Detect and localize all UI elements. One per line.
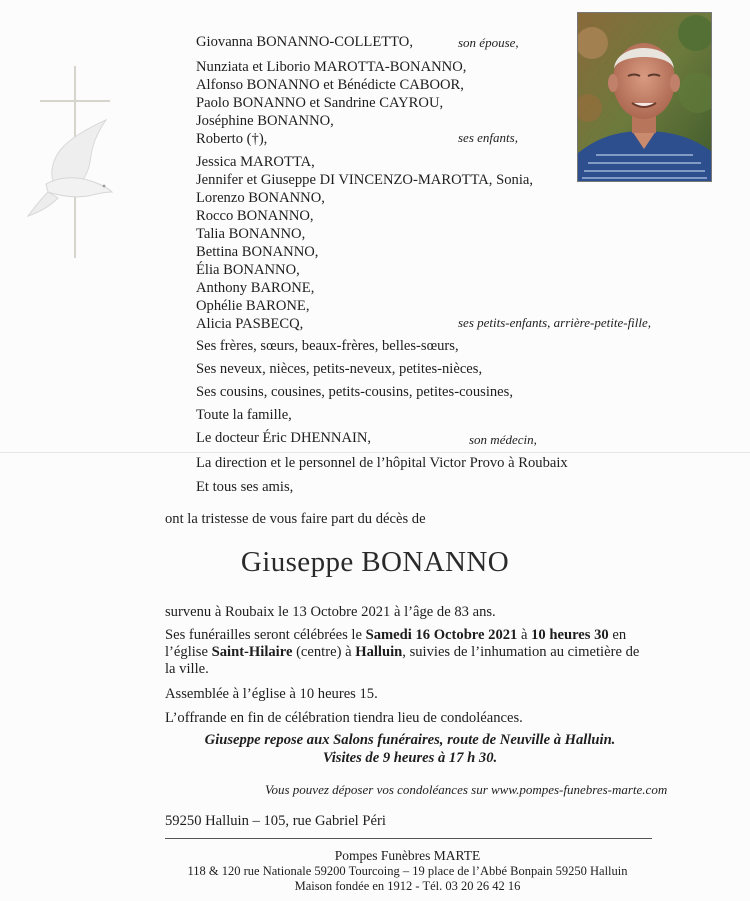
spouse-role: son épouse, [458,35,519,50]
funeral-town: Halluin [355,644,403,660]
child-line: Joséphine BONANNO, [196,113,334,129]
offering-line: L’offrande en fin de célébration tiendra lieu de condoléances. [165,710,523,726]
dove-icon [26,118,116,223]
funeral-paragraph [165,627,661,678]
grandchild-line: Jennifer et Giuseppe DI VINCENZO-MAROTTA, Sonia, [196,172,533,188]
children-list [196,58,466,148]
grandchild-line: Ophélie BARONE, [196,298,310,314]
child-line: Alfonso BONANNO et Bénédicte CABOOR, [196,77,464,93]
grandchildren-list [196,153,533,333]
local-address: 59250 Halluin – 105, rue Gabriel Péri [165,813,386,829]
funeral-church: Saint-Hilaire [211,644,293,660]
cross-horizontal [40,100,110,102]
fold-line [0,452,750,453]
child-line: Roberto (†), [196,131,268,147]
grandchild-line: Anthony BARONE, [196,280,315,296]
footer-founded: Maison fondée en 1912 - Tél. 03 20 26 42 16 [294,879,521,893]
friends-line: Et tous ses amis, [196,479,294,495]
funeral-time: 10 heures 30 [531,627,609,643]
portrait-photo [577,12,712,182]
funeral-text: à [517,627,532,643]
footer-divider [165,838,652,839]
footer-addresses: 118 & 120 rue Nationale 59200 Tourcoing – 19 place de l’Abbé Bonpain 59250 Halluin [187,864,628,878]
child-line: Nunziata et Liborio MAROTTA-BONANNO, [196,59,467,75]
funeral-text: , suivies de l’inhumation au cimetière de [402,644,640,660]
assembly-line: Assemblée à l’église à 10 heures 15. [165,686,378,702]
deceased-name: Giuseppe BONANNO [240,546,510,578]
announcement: ont la tristesse de vous faire part du décès de [165,511,426,527]
rest-line-1: Giuseppe repose aux Salons funéraires, route de Neuville à Halluin. [204,732,616,748]
grandchild-line: Alicia PASBECQ, [196,316,304,332]
funeral-text: en [608,627,627,643]
grandchild-line: Élia BONANNO, [196,262,300,278]
grandchildren-role: ses petits-enfants, arrière-petite-fille, [458,315,652,330]
condolences-line: Vous pouvez déposer vos condoléances sur www.pompes-funebres-marte.com [265,782,668,797]
funeral-text: (centre) à [292,644,356,660]
relatives-line: Ses neveux, nièces, petits-neveux, petites-nièces, [196,361,483,377]
footer-company: Pompes Funèbres MARTE [334,848,481,863]
relatives-line: Ses frères, sœurs, beaux-frères, belles-sœurs, [196,338,459,354]
children-role: ses enfants, [458,130,518,145]
death-line: survenu à Roubaix le 13 Octobre 2021 à l’âge de 83 ans. [165,604,496,620]
funeral-date: Samedi 16 Octobre 2021 [365,627,518,643]
funeral-text: la ville. [165,661,209,677]
spouse-name: Giovanna BONANNO-COLLETTO, [196,34,413,50]
hospital-line: La direction et le personnel de l’hôpital Victor Provo à Roubaix [196,455,568,471]
grandchild-line: Rocco BONANNO, [196,208,314,224]
grandchild-line: Jessica MAROTTA, [196,154,315,170]
grandchild-line: Bettina BONANNO, [196,244,319,260]
rest-line-2: Visites de 9 heures à 17 h 30. [322,750,498,766]
funeral-text: l’église [165,644,212,660]
relatives-line: Ses cousins, cousines, petits-cousins, petites-cousines, [196,384,513,400]
grandchild-line: Talia BONANNO, [196,226,306,242]
doctor-role: son médecin, [469,432,537,447]
funeral-text: Ses funérailles seront célébrées le [165,627,366,643]
relatives-line: Toute la famille, [196,407,292,423]
grandchild-line: Lorenzo BONANNO, [196,190,325,206]
child-line: Paolo BONANNO et Sandrine CAYROU, [196,95,444,111]
doctor-name: Le docteur Éric DHENNAIN, [196,430,372,446]
